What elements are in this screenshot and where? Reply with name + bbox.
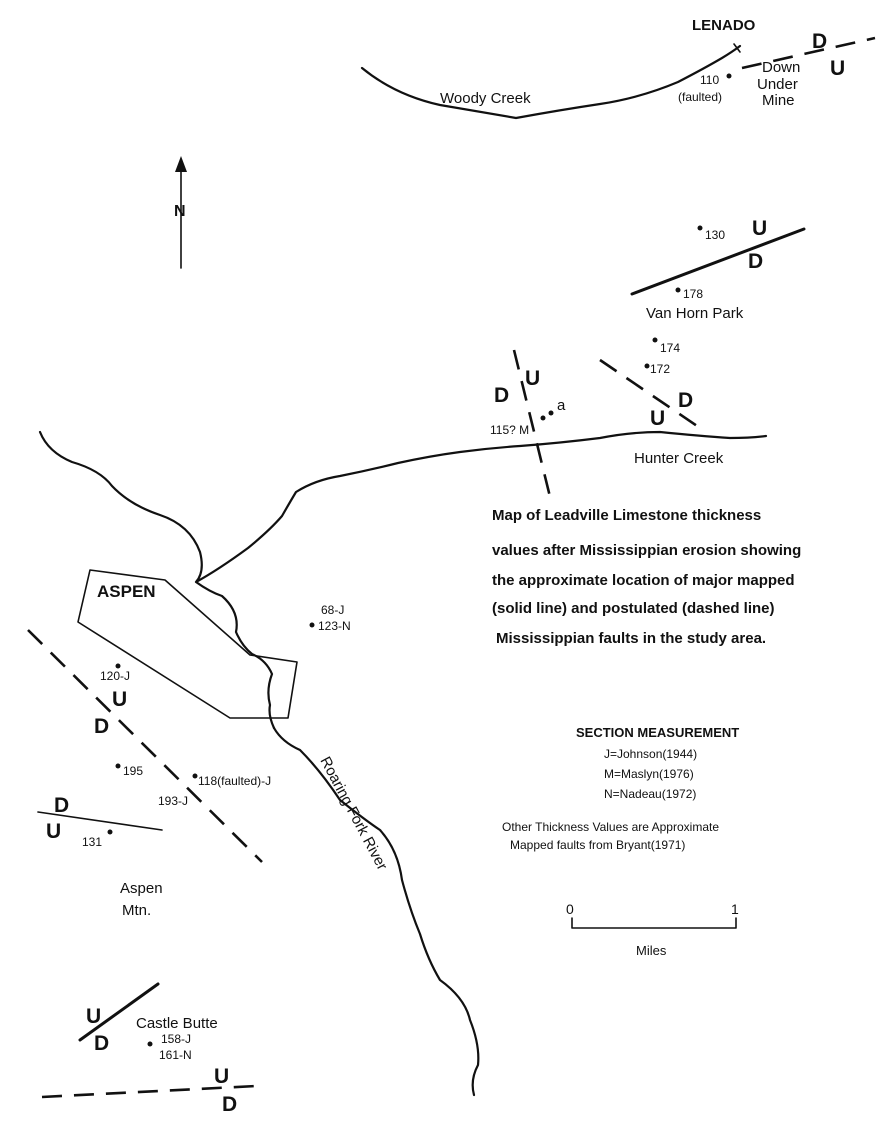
caption-line-4: (solid line) and postulated (dashed line) xyxy=(492,600,775,617)
fault-hunter-east-u: U xyxy=(650,407,666,430)
fault-bottom-u: U xyxy=(214,1065,230,1088)
fault-lenado-u: U xyxy=(830,57,846,80)
lenado-label: LENADO xyxy=(692,17,756,34)
fault-castle-butte-d: D xyxy=(94,1032,110,1055)
legend-entry-johnson: J=Johnson(1944) xyxy=(604,747,698,761)
scale-bar xyxy=(566,901,739,958)
sample-dot-110 xyxy=(727,74,732,79)
thickness-a: a xyxy=(557,397,566,414)
thickness-115: 115? M xyxy=(490,423,530,437)
thickness-110: 110 xyxy=(700,73,720,87)
scale-bar-start: 0 xyxy=(566,901,574,917)
fault-hunter-east-d: D xyxy=(678,389,694,412)
scale-bar-line xyxy=(572,918,736,928)
thickness-172: 172 xyxy=(650,362,671,376)
north-arrow-head xyxy=(175,156,187,172)
castle-butte-label: Castle Butte xyxy=(136,1015,218,1032)
thickness-118: 118(faulted)-J xyxy=(198,774,272,788)
caption-line-1: Map of Leadville Limestone thickness xyxy=(492,507,762,524)
scale-bar-unit: Miles xyxy=(636,943,667,958)
fault-van-horn-u: U xyxy=(752,217,768,240)
fault-van-horn-d: D xyxy=(748,250,764,273)
fault-central-d: D xyxy=(494,384,510,407)
caption-line-3: the approximate location of major mapped xyxy=(492,572,795,589)
thickness-158j: 158-J xyxy=(161,1032,192,1046)
sample-dot-a1 xyxy=(541,416,546,421)
sample-dot-158-161 xyxy=(148,1042,153,1047)
fault-lenado-d: D xyxy=(812,30,828,53)
thickness-131: 131 xyxy=(82,835,103,849)
fault-aspen-sw-d: D xyxy=(94,715,110,738)
legend-entry-maslyn: M=Maslyn(1976) xyxy=(604,767,694,781)
sample-dot-130 xyxy=(698,226,703,231)
sample-dot-a2 xyxy=(549,411,554,416)
aspen-mtn-label-2: Mtn. xyxy=(122,902,152,919)
roaring-fork-river-label: Roaring Fork River xyxy=(316,753,391,874)
caption-line-2: values after Mississippian erosion showing xyxy=(492,542,802,559)
woody-creek-label: Woody Creek xyxy=(440,90,531,107)
thickness-178: 178 xyxy=(683,287,704,301)
sample-dot-195 xyxy=(116,764,121,769)
fault-central-u: U xyxy=(525,367,541,390)
down-under-mine-label-1: Down xyxy=(762,59,801,76)
sample-dot-172 xyxy=(645,364,650,369)
hunter-creek-label: Hunter Creek xyxy=(634,450,724,467)
down-under-mine-label-3: Mine xyxy=(762,92,795,109)
woody-creek-line xyxy=(362,46,740,118)
thickness-123n: 123-N xyxy=(318,619,351,633)
aspen-label: ASPEN xyxy=(97,582,156,601)
sample-dot-131 xyxy=(108,830,113,835)
legend-note-1: Other Thickness Values are Approximate xyxy=(502,820,719,834)
caption-line-5: Mississippian faults in the study area. xyxy=(496,630,767,647)
sample-dot-178 xyxy=(676,288,681,293)
thickness-68j: 68-J xyxy=(321,603,345,617)
north-arrow-label: N xyxy=(174,203,186,220)
sample-dot-118 xyxy=(193,774,198,779)
down-under-mine-label-2: Under xyxy=(757,76,798,93)
scale-bar-end: 1 xyxy=(731,901,739,917)
north-arrow xyxy=(174,156,187,268)
thickness-174: 174 xyxy=(660,341,681,355)
thickness-161n: 161-N xyxy=(159,1048,192,1062)
thickness-130: 130 xyxy=(705,228,726,242)
fault-castle-butte-u: U xyxy=(86,1005,102,1028)
fault-131-u: U xyxy=(46,820,62,843)
legend-title: SECTION MEASUREMENT xyxy=(576,725,740,740)
thickness-110-note: (faulted) xyxy=(678,90,723,104)
legend-note-2: Mapped faults from Bryant(1971) xyxy=(510,838,686,852)
sample-dot-120 xyxy=(116,664,121,669)
van-horn-park-label: Van Horn Park xyxy=(646,305,744,322)
thickness-195: 195 xyxy=(123,764,144,778)
fault-bottom-d: D xyxy=(222,1093,238,1116)
sample-dot-68-123 xyxy=(310,623,315,628)
aspen-mtn-label-1: Aspen xyxy=(120,880,163,897)
fault-131-d: D xyxy=(54,794,70,817)
roaring-fork-river-line xyxy=(274,728,478,1095)
thickness-120j: 120-J xyxy=(100,669,131,683)
legend-entry-nadeau: N=Nadeau(1972) xyxy=(604,787,697,801)
sample-dot-174 xyxy=(653,338,658,343)
thickness-193j: 193-J xyxy=(158,794,189,808)
fault-aspen-sw-u: U xyxy=(112,688,128,711)
